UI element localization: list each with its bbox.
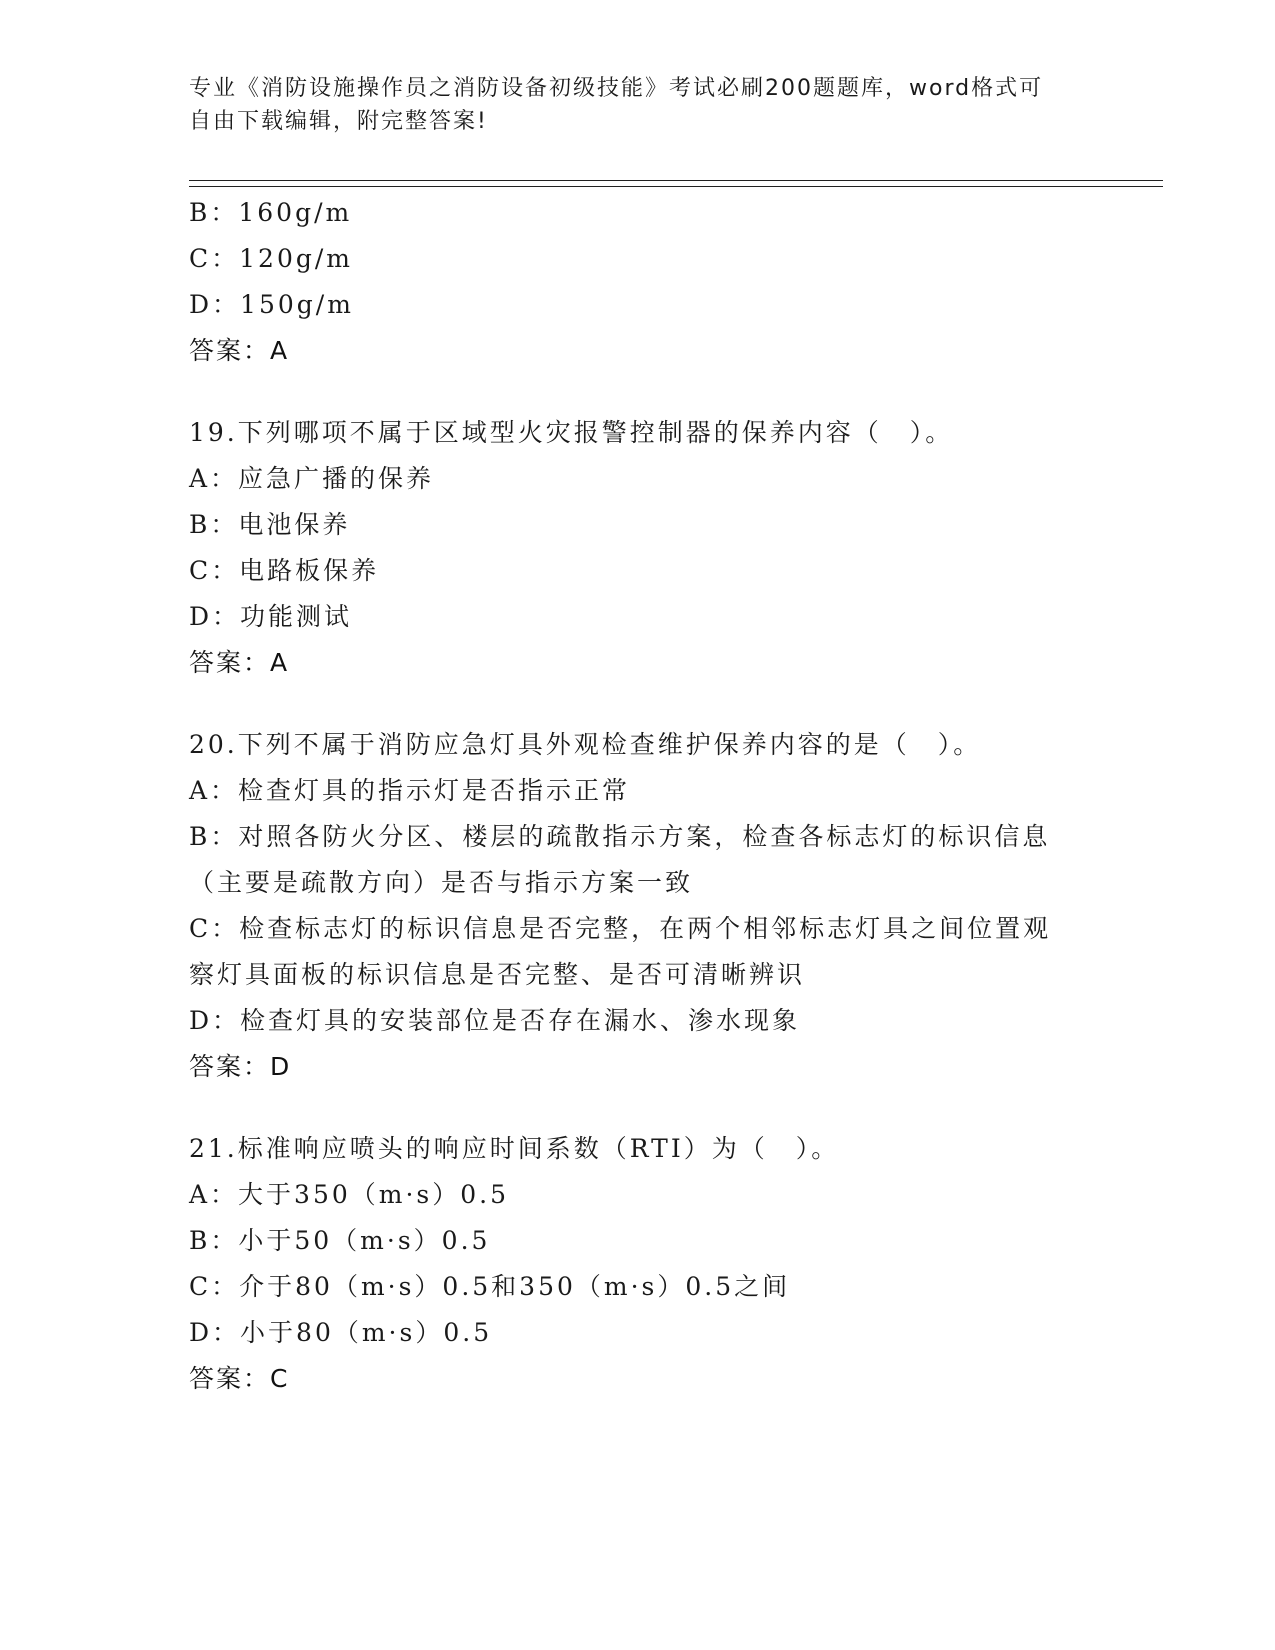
answer: 答案：A [189,648,290,677]
answer: 答案：D [189,1052,292,1081]
question-19 [189,410,1089,686]
spacer [189,686,1089,722]
option-a: A：检查灯具的指示灯是否指示正常 [189,776,631,805]
option-c-line-2: 察灯具面板的标识信息是否完整、是否可清晰辨识 [189,960,806,989]
header-divider-bottom [189,186,1163,187]
option-c: C：介于80（m·s）0.5和350（m·s）0.5之间 [189,1272,791,1301]
option-c-line-1: C：检查标志灯的标识信息是否完整，在两个相邻标志灯具之间位置观 [189,914,1052,943]
question-text: 19.下列哪项不属于区域型火灾报警控制器的保养内容（ ）。 [189,418,954,447]
option-a: A：大于350（m·s）0.5 [189,1180,510,1209]
header-line-1: 专业《消防设施操作员之消防设备初级技能》考试必刷200题题库，word格式可 [189,76,1044,101]
spacer [189,1090,1089,1126]
option-b-line-2: （主要是疏散方向）是否与指示方案一致 [189,868,694,897]
question-text: 20.下列不属于消防应急灯具外观检查维护保养内容的是（ ）。 [189,730,982,759]
document-header [189,72,1089,138]
option-b-line-1: B：对照各防火分区、楼层的疏散指示方案，检查各标志灯的标识信息 [189,822,1051,851]
question-20 [189,722,1089,1090]
answer: 答案：A [189,336,290,365]
option-b: B：160g/m [189,198,353,227]
option-d: D：小于80（m·s）0.5 [189,1318,493,1347]
question-21 [189,1126,1089,1402]
option-d: D：150g/m [189,290,354,319]
header-line-2: 自由下载编辑，附完整答案! [189,109,488,134]
question-text: 21.标准响应喷头的响应时间系数（RTI）为（ ）。 [189,1134,840,1163]
question-list [189,190,1089,1402]
header-divider-top [189,180,1163,181]
option-a: A：应急广播的保养 [189,464,435,493]
option-b: B：电池保养 [189,510,351,539]
spacer [189,374,1089,410]
option-c: C：120g/m [189,244,353,273]
answer: 答案：C [189,1364,290,1393]
option-d: D：功能测试 [189,602,353,631]
option-b: B：小于50（m·s）0.5 [189,1226,491,1255]
option-c: C：电路板保养 [189,556,380,585]
option-d: D：检查灯具的安装部位是否存在漏水、渗水现象 [189,1006,801,1035]
question-18 [189,190,1089,374]
